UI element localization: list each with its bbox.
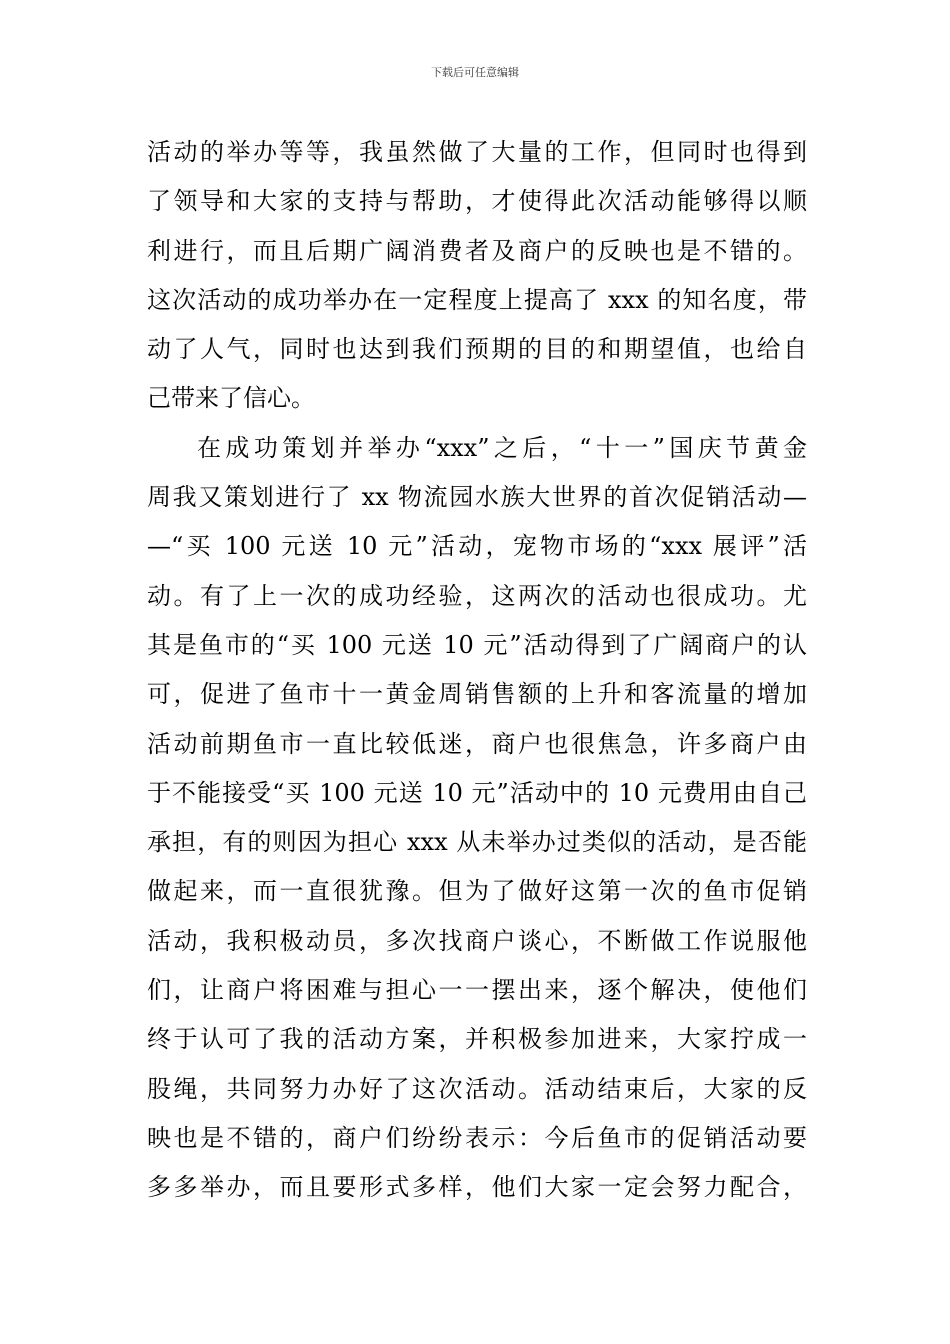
text-line: 这次活动的成功举办在一定程度上提高了 xxx 的知名度，带 bbox=[147, 285, 807, 314]
text-line: 可，促进了鱼市十一黄金周销售额的上升和客流量的增加 bbox=[147, 680, 807, 709]
text-line: 其是鱼市的“买 100 元送 10 元”活动得到了广阔商户的认 bbox=[147, 630, 807, 659]
paragraph-1 bbox=[147, 128, 807, 424]
text-line: 利进行，而且后期广阔消费者及商户的反映也是不错的。 bbox=[147, 236, 807, 265]
text-line: 活动的举办等等，我虽然做了大量的工作，但同时也得到 bbox=[147, 138, 807, 166]
text-line: 活动，我积极动员，多次找商户谈心，不断做工作说服他 bbox=[147, 926, 807, 955]
text-line: 周我又策划进行了 xx 物流园水族大世界的首次促销活动— bbox=[147, 483, 807, 512]
text-line: 映也是不错的，商户们纷纷表示：今后鱼市的促销活动要 bbox=[147, 1123, 807, 1152]
document-body bbox=[147, 128, 807, 1213]
text-line: 们，让商户将困难与担心一一摆出来，逐个解决，使他们 bbox=[147, 976, 807, 1005]
text-line: 在成功策划并举办“xxx”之后，“十一”国庆节黄金 bbox=[197, 433, 807, 462]
text-line: 承担，有的则因为担心 xxx 从未举办过类似的活动，是否能 bbox=[147, 828, 807, 857]
text-line: 股绳，共同努力办好了这次活动。活动结束后，大家的反 bbox=[147, 1074, 807, 1103]
text-line: —“买 100 元送 10 元”活动，宠物市场的“xxx 展评”活 bbox=[147, 532, 807, 561]
text-line: 终于认可了我的活动方案，并积极参加进来，大家拧成一 bbox=[147, 1025, 807, 1054]
paragraph-2 bbox=[147, 424, 807, 1213]
text-line: 动。有了上一次的成功经验，这两次的活动也很成功。尤 bbox=[147, 581, 807, 610]
text-line: 了领导和大家的支持与帮助，才使得此次活动能够得以顺 bbox=[147, 187, 807, 216]
page-header: 下载后可任意编辑 bbox=[431, 66, 519, 79]
text-line: 动了人气，同时也达到我们预期的目的和期望值，也给自 bbox=[147, 335, 807, 364]
text-line: 做起来，而一直很犹豫。但为了做好这第一次的鱼市促销 bbox=[147, 877, 807, 906]
text-line: 己带来了信心。 bbox=[147, 384, 315, 413]
text-line: 于不能接受“买 100 元送 10 元”活动中的 10 元费用由自己 bbox=[147, 778, 807, 807]
text-line: 多多举办，而且要形式多样，他们大家一定会努力配合， bbox=[147, 1173, 807, 1202]
text-line: 活动前期鱼市一直比较低迷，商户也很焦急，许多商户由 bbox=[147, 729, 807, 758]
